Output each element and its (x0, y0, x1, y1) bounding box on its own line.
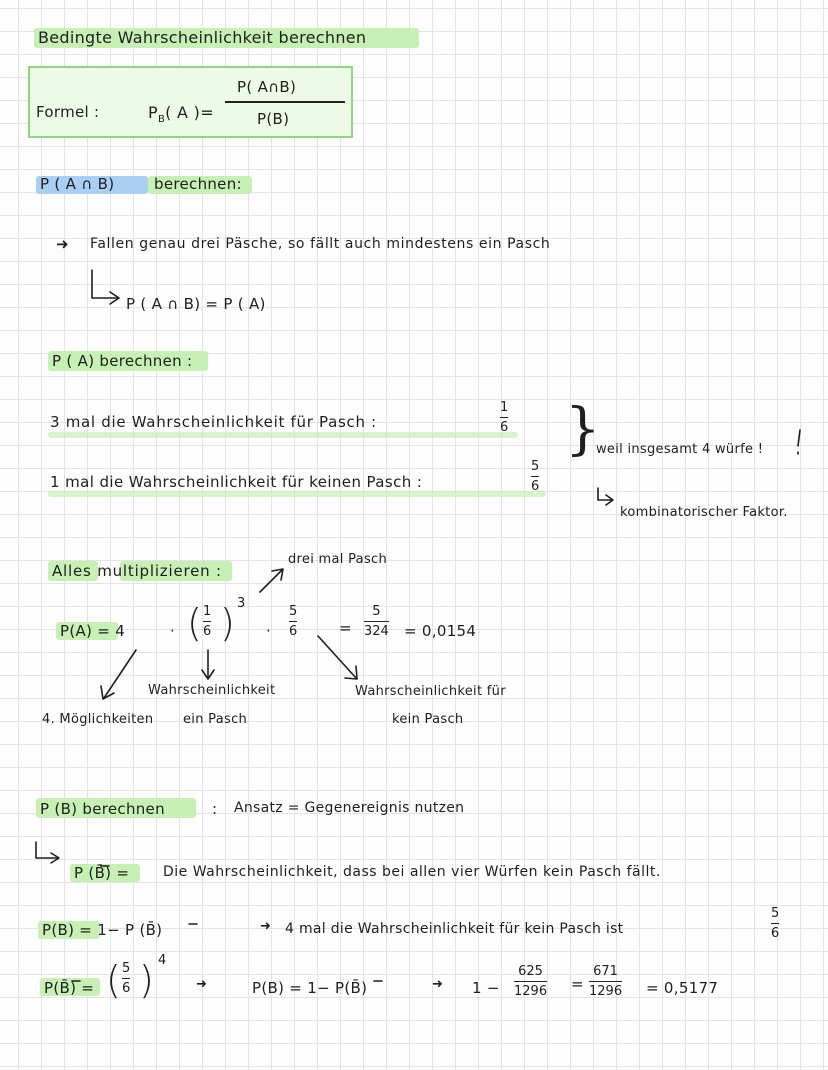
exponent-3: 3 (237, 596, 246, 611)
label-kein-pasch-2: kein Pasch (392, 712, 464, 727)
fraction-671-1296: 671 1296 (589, 964, 623, 1000)
pb-equation-2: P(B) = 1− P(B̄) (252, 979, 368, 997)
pa-heading: P ( A) berechnen : (52, 352, 193, 370)
dot-1: · (170, 622, 176, 640)
pb-colon: : (212, 800, 218, 818)
exclaim-mark (798, 430, 800, 454)
l-arrow-3 (36, 842, 58, 858)
fraction-5-6: 5 6 (289, 604, 298, 640)
pasch-fraction-1: 1 6 (500, 400, 509, 436)
arrow-right-icon: ➜ (196, 977, 208, 992)
equals-2: = (571, 975, 584, 993)
pbbar-paren-left: ( (106, 958, 122, 1002)
pbbar-def-rhs: Die Wahrscheinlichkeit, dass bei allen vier Würfen kein Pasch fällt. (163, 864, 661, 880)
formula-fraction-bar (225, 101, 345, 103)
arrow-right-down-head (345, 666, 357, 679)
pasch-line-2: 1 mal die Wahrscheinlichkeit für keinen Pasch : (50, 473, 423, 491)
equals-1: = (339, 619, 352, 637)
arrow-down-head (202, 670, 214, 679)
dot-2: · (266, 622, 272, 640)
label-kein-pasch-1: Wahrscheinlichkeit für (355, 684, 506, 699)
page-title: Bedingte Wahrscheinlichkeit berechnen (38, 28, 367, 47)
pbbar-exponent: 4 (158, 953, 167, 968)
line2-underline (48, 491, 546, 497)
pbbar-lhs: P(B̄) = (44, 979, 95, 997)
pbbar-paren-right: ) (139, 958, 155, 1002)
arrow-left-down (104, 650, 136, 698)
approach-text: Ansatz = Gegenereignis nutzen (234, 800, 465, 816)
arrow-left-down-head (101, 686, 114, 699)
l-arrow-1 (92, 270, 118, 298)
l-arrow-brace-head (606, 495, 613, 505)
note-kein-pasch: 4 mal die Wahrscheinlichkeit für kein Pasch ist (285, 921, 624, 937)
label-wahrscheinlichkeit-pasch-2: ein Pasch (183, 712, 248, 727)
brace-sub: kombinatorischer Faktor. (620, 505, 788, 520)
fraction-625-1296: 625 1296 (514, 964, 548, 1000)
pbbar-fraction: 5 6 (122, 961, 131, 997)
multiply-heading: Alles multiplizieren : (52, 562, 222, 580)
l-arrow-1-head (110, 292, 119, 304)
pb-heading: P (B) berechnen (40, 800, 165, 818)
up-arrow-head (272, 569, 283, 580)
line1-underline (48, 432, 518, 438)
l-arrow-brace (598, 488, 612, 500)
pbbar-def-lhs: P (B̄) = (74, 864, 130, 882)
paren-right: ) (220, 601, 236, 645)
label-wahrscheinlichkeit-pasch-1: Wahrscheinlichkeit (148, 683, 276, 698)
arrow-right-icon: ➜ (432, 977, 444, 992)
pab-result: P ( A ∩ B) = P ( A) (126, 295, 266, 313)
formula-label: Formel : (36, 103, 100, 121)
l-arrow-3-head (51, 853, 59, 863)
note-fraction: 5 6 (771, 906, 780, 942)
pab-heading-suffix: berechnen: (154, 175, 242, 193)
formula-denominator: P(B) (257, 110, 290, 128)
pa-decimal: = 0,0154 (404, 622, 477, 640)
pb-final: = 0,5177 (646, 979, 719, 997)
label-moeglichkeiten: 4. Möglichkeiten (42, 712, 154, 727)
fraction-5-324: 5 324 (364, 604, 389, 640)
paren-left: ( (187, 601, 203, 645)
pasch-line-1: 3 mal die Wahrscheinlichkeit für Pasch : (50, 413, 377, 431)
formula-lhs: $P_B$( A )= (148, 103, 214, 126)
arrow-right-icon: ➜ (56, 235, 69, 253)
curly-brace: } (565, 397, 601, 462)
pasch-note: Fallen genau drei Päsche, so fällt auch mindestens ein Pasch (90, 236, 551, 252)
brace-note: weil insgesamt 4 würfe ! (596, 442, 764, 457)
pab-heading: P ( A ∩ B) (40, 175, 115, 193)
arrow-note: drei mal Pasch (288, 552, 388, 567)
paren-fraction: 1 6 (203, 604, 212, 640)
one-minus: 1 − (472, 979, 500, 997)
arrow-right-down (318, 636, 356, 678)
arrow-right-icon: ➜ (260, 919, 272, 934)
pb-equation: P(B) = 1− P (B̄) (42, 921, 163, 939)
pa-eq-lhs: P(A) = 4 (60, 622, 126, 640)
formula-numerator: P( A∩B) (237, 78, 297, 96)
pasch-fraction-2: 5 6 (531, 459, 540, 495)
up-arrow (260, 570, 282, 592)
